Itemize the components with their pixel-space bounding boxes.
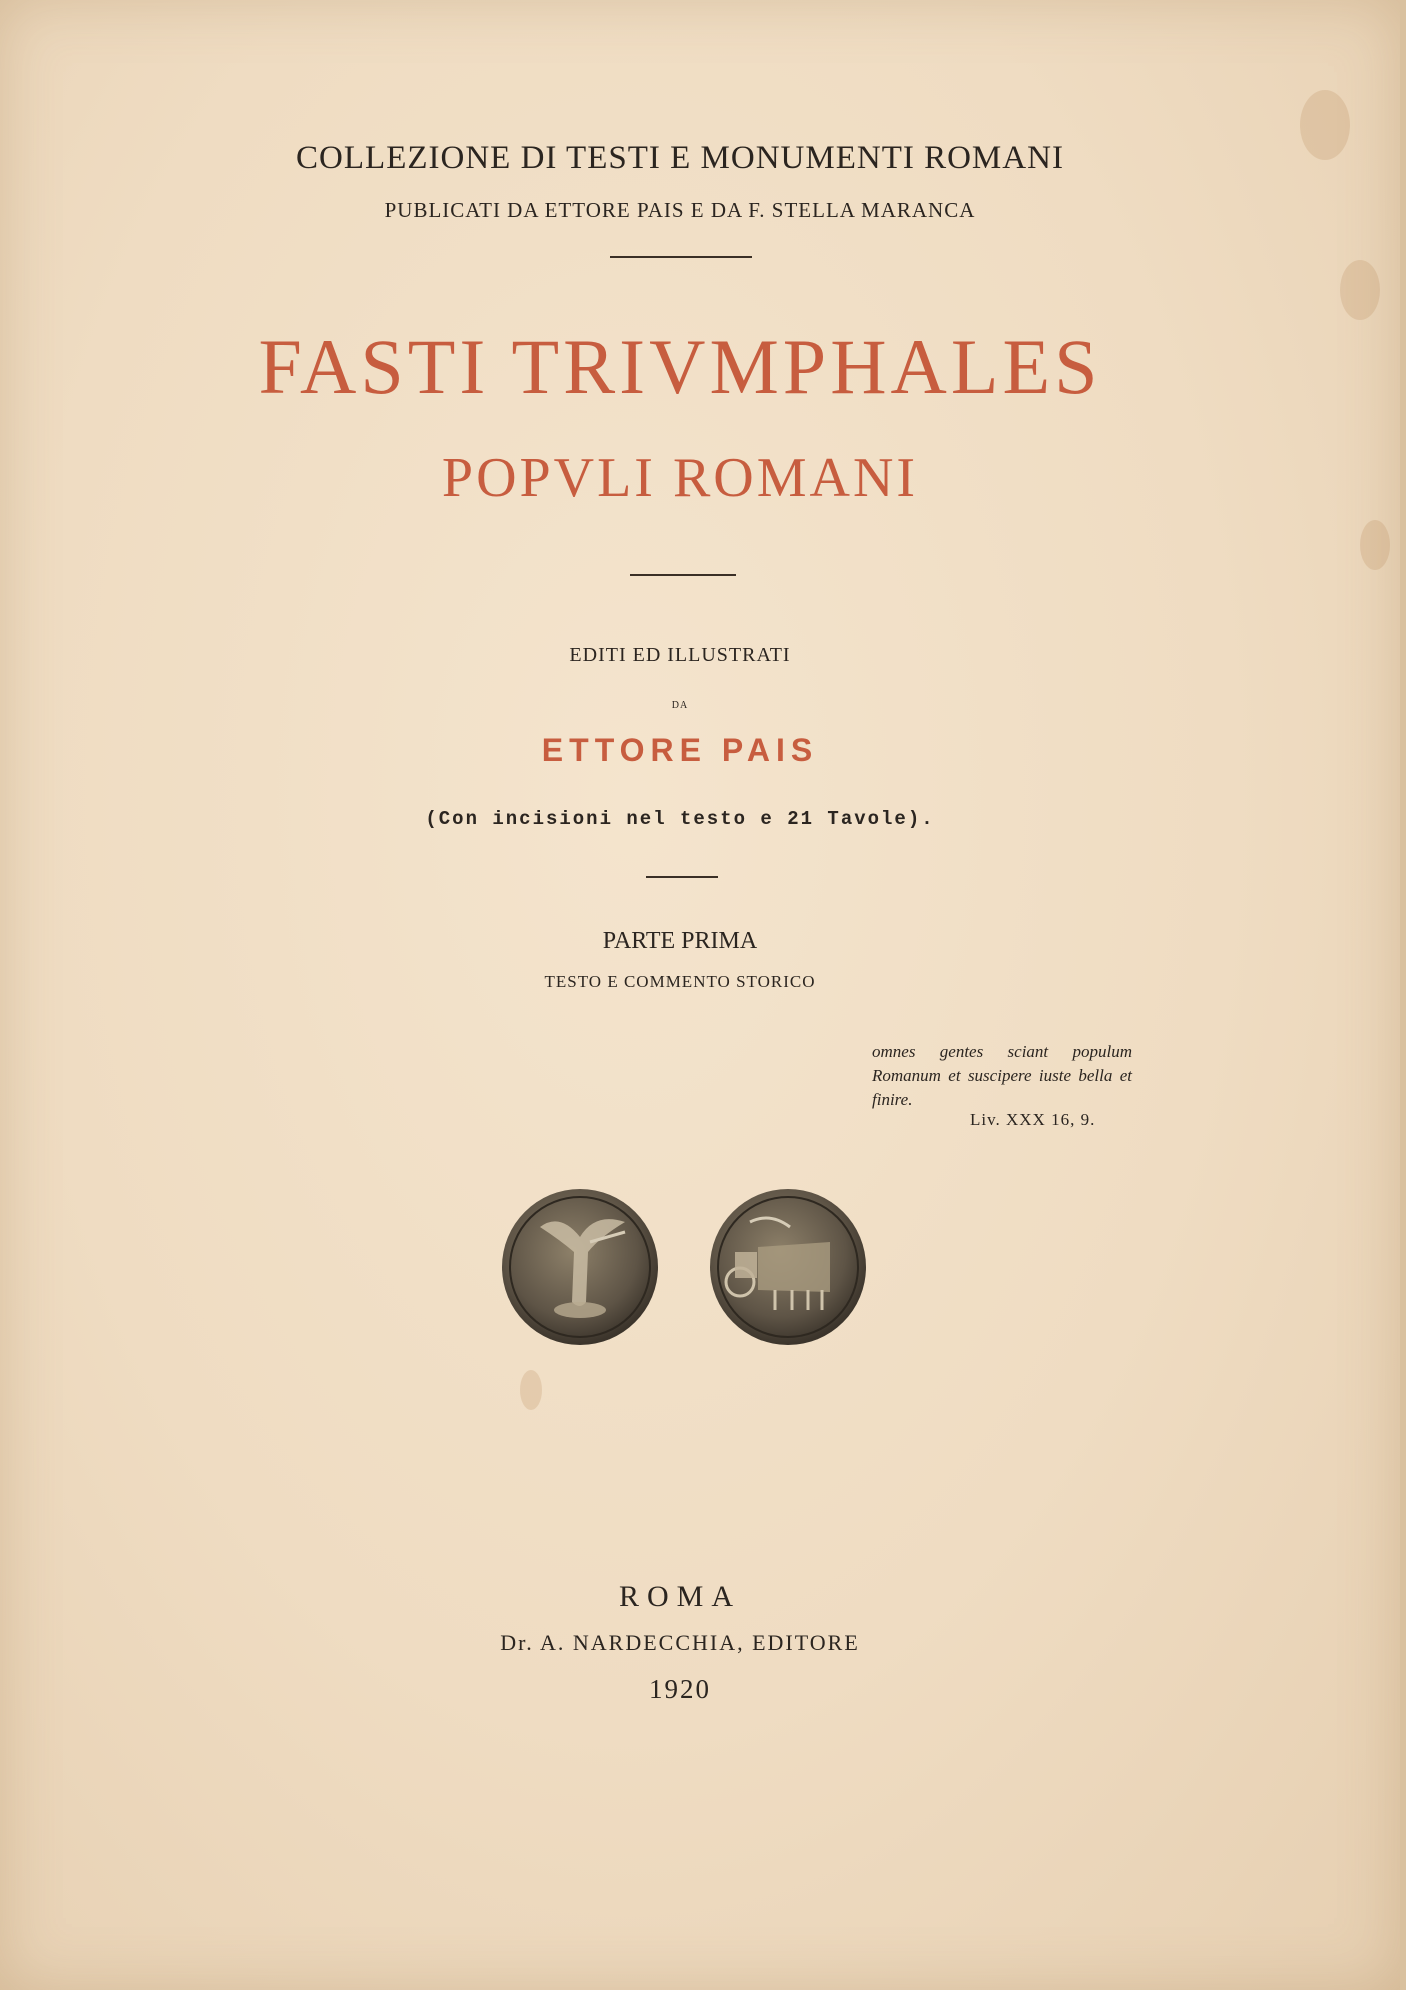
part-label: PARTE PRIMA (602, 928, 758, 954)
epigraph-quote: omnes gentes sciant populum Romanum et suscipere iuste bella et finire. (872, 1042, 1132, 1109)
paper-stain (520, 1370, 542, 1410)
publication-city: ROMA (618, 1580, 741, 1613)
series-editors: PUBLICATI DA ETTORE PAIS E DA F. STELLA MARANCA (384, 198, 976, 222)
paper-stain (1340, 260, 1380, 320)
by-word: DA (671, 700, 689, 711)
part-subtitle: TESTO E COMMENTO STORICO (544, 972, 816, 991)
coin-victory-icon (502, 1189, 658, 1345)
divider-rule (610, 256, 752, 258)
author-name: ETTORE PAIS (541, 732, 819, 768)
divider-rule (646, 876, 718, 878)
coin-illustrations (500, 1182, 870, 1352)
publisher-name: Dr. A. NARDECCHIA, EDITORE (500, 1630, 860, 1655)
illustrations-note: (Con incisioni nel testo e 21 Tavole). (425, 808, 935, 830)
book-subtitle: POPVLI ROMANI (441, 447, 919, 509)
book-title: FASTI TRIVMPHALES (258, 323, 1102, 410)
divider-rule (630, 574, 736, 576)
publication-year: 1920 (649, 1674, 711, 1704)
paper-stain (1360, 520, 1390, 570)
coin-quadriga-icon (710, 1189, 866, 1345)
epigraph-source: Liv. XXX 16, 9. (970, 1110, 1096, 1129)
edited-line: EDITI ED ILLUSTRATI (569, 644, 791, 666)
series-title: COLLEZIONE DI TESTI E MONUMENTI ROMANI (296, 140, 1064, 176)
